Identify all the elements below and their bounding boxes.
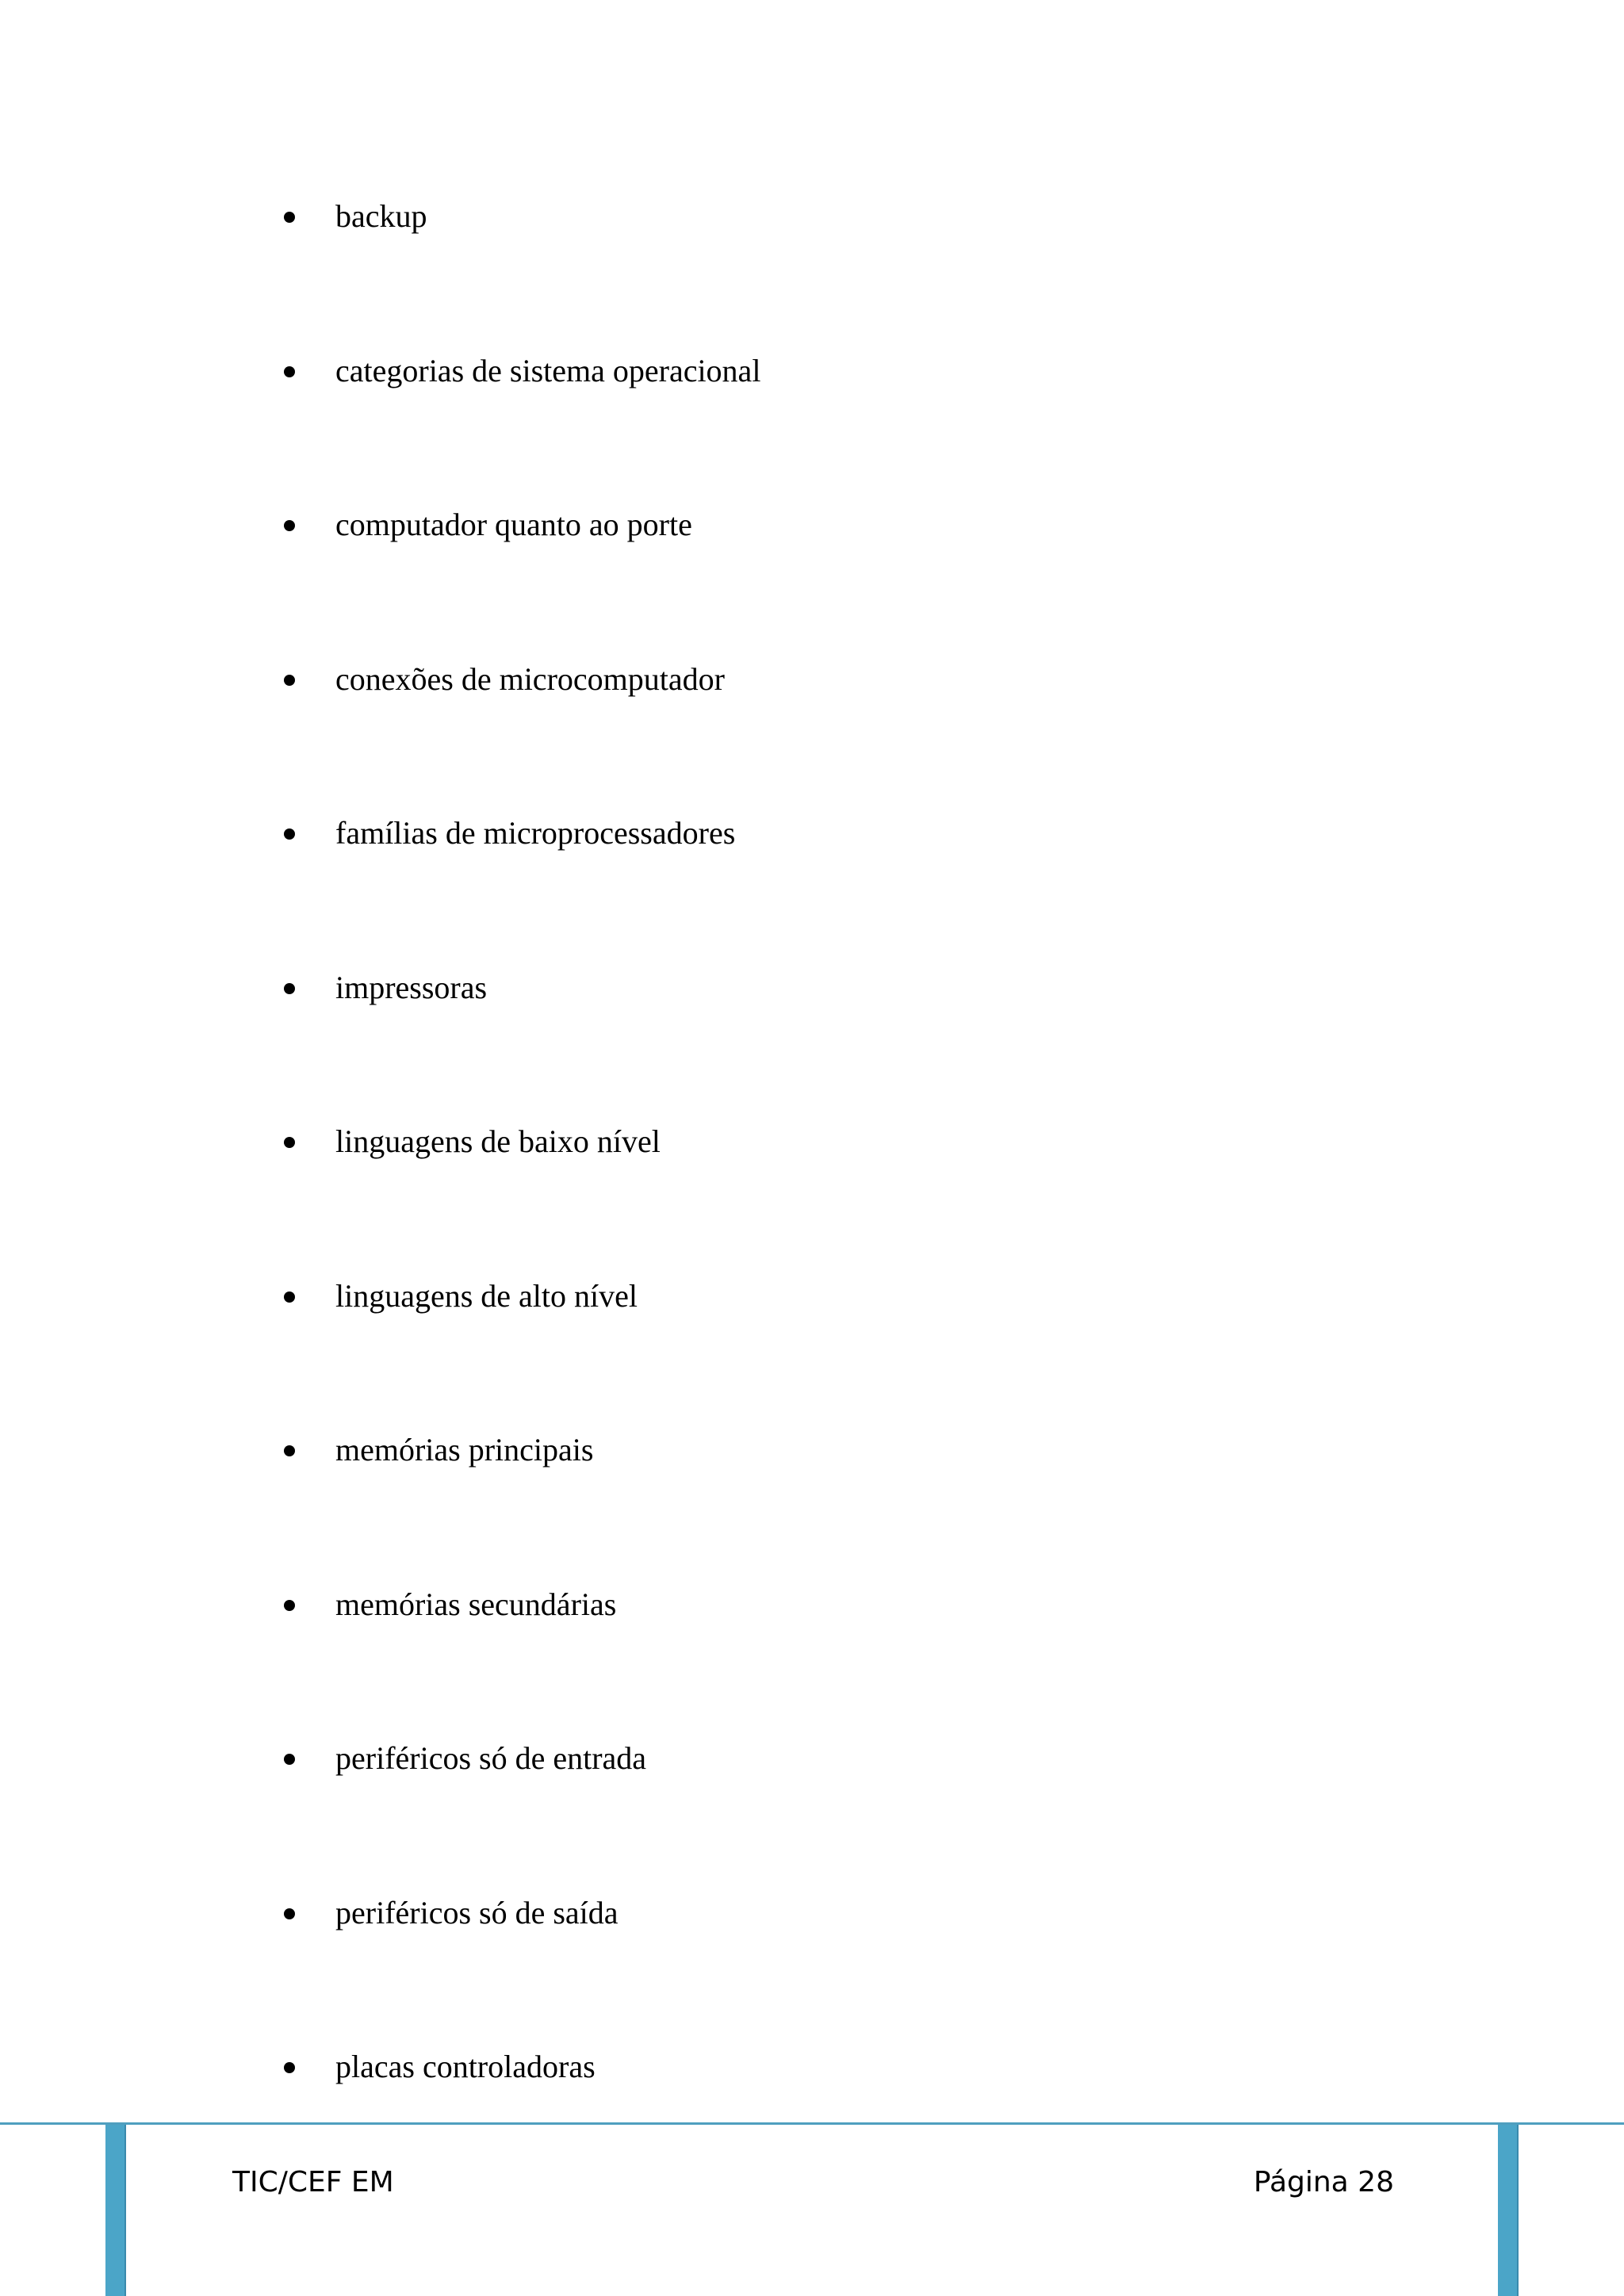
footer-title: TIC/CEF EM: [232, 2166, 394, 2198]
list-item-text: placas controladoras: [335, 2049, 596, 2084]
list-item: [0, 1118, 1624, 1165]
bullet-icon: [284, 675, 295, 686]
list-item: [0, 1735, 1624, 1782]
list-item-text: linguagens de baixo nível: [335, 1123, 661, 1159]
bullet-icon: [284, 1600, 295, 1611]
list-item: [0, 193, 1624, 240]
bullet-icon: [284, 520, 295, 531]
list-item: [0, 964, 1624, 1012]
list-item-text: memórias principais: [335, 1432, 594, 1468]
list-item-text: categorias de sistema operacional: [335, 353, 761, 388]
bullet-icon: [284, 1754, 295, 1765]
list-item-text: famílias de microprocessadores: [335, 815, 736, 851]
list-item-text: impressoras: [335, 970, 488, 1005]
list-item-text: periféricos só de saída: [335, 1895, 619, 1931]
bullet-icon: [284, 212, 295, 223]
footer-right-accent-bar: [1498, 2125, 1519, 2296]
list-item: [0, 1426, 1624, 1474]
list-item-text: conexões de microcomputador: [335, 661, 725, 697]
list-item: [0, 1272, 1624, 1320]
list-item-text: computador quanto ao porte: [335, 507, 692, 542]
bullet-icon: [284, 828, 295, 840]
footer-divider: [0, 2122, 1624, 2125]
list-item: [0, 1581, 1624, 1628]
page-number: Página 28: [1253, 2166, 1394, 2198]
list-item-text: periféricos só de entrada: [335, 1740, 647, 1776]
list-item: [0, 809, 1624, 857]
bullet-icon: [284, 983, 295, 994]
list-item-text: backup: [335, 198, 427, 234]
footer-left-accent-bar: [105, 2125, 126, 2296]
bullet-icon: [284, 2062, 295, 2073]
list-item-text: memórias secundárias: [335, 1586, 617, 1622]
bullet-icon: [284, 366, 295, 377]
bullet-icon: [284, 1908, 295, 1919]
list-item: [0, 656, 1624, 703]
bullet-icon: [284, 1292, 295, 1303]
list-item: [0, 1889, 1624, 1937]
list-item: [0, 501, 1624, 549]
bullet-icon: [284, 1445, 295, 1456]
list-item: [0, 347, 1624, 395]
list-item-text: linguagens de alto nível: [335, 1278, 638, 1314]
list-item: [0, 2043, 1624, 2091]
bullet-icon: [284, 1137, 295, 1148]
